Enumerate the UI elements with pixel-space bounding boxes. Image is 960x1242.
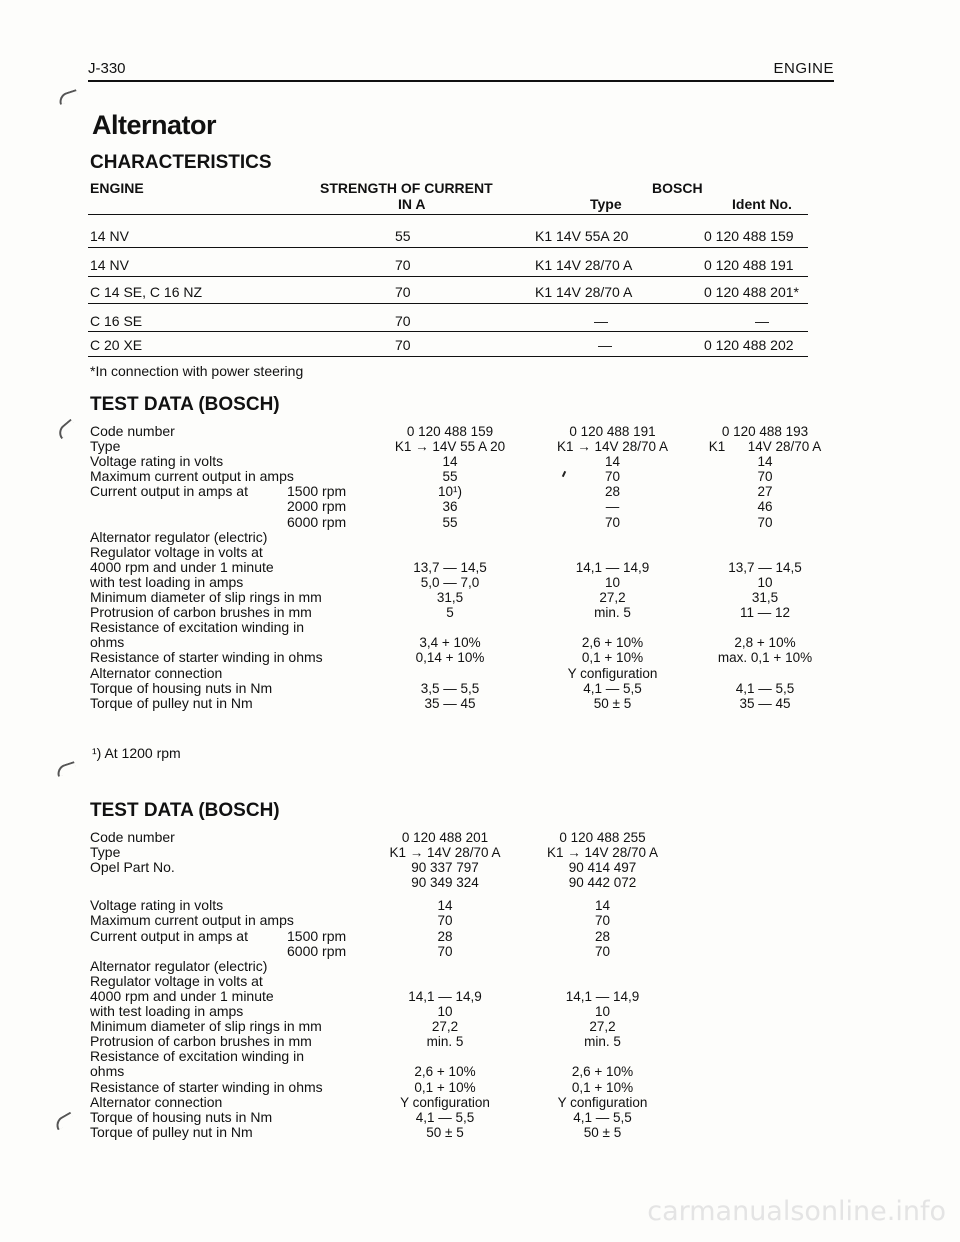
test-value: 36 (442, 499, 458, 515)
test-label: Current output in amps at (90, 927, 248, 944)
test-data-heading-2: TEST DATA (BOSCH) (90, 800, 280, 821)
test-label: Protrusion of carbon brushes in mm (90, 1033, 312, 1050)
test-value: 0,1 + 10% (414, 1079, 476, 1095)
test-value: min. 5 (594, 605, 631, 621)
row-current: 70 (395, 284, 411, 300)
row-engine: C 14 SE, C 16 NZ (90, 284, 203, 300)
test-label (90, 515, 400, 530)
test-label: Torque of housing nuts in Nm (90, 679, 273, 696)
test-value: K1 14V 28/70 A (708, 439, 822, 455)
row-engine: C 16 SE (90, 313, 143, 329)
test-value: Y configuration (567, 665, 658, 681)
test-value: 10 (437, 1004, 453, 1020)
test-label: Alternator regulator (electric) (90, 528, 268, 545)
test-value: K1 → 14V 28/70 A (556, 439, 669, 455)
test-value (520, 1049, 685, 1064)
test-value: 55 (442, 469, 458, 485)
test-label: Code number (90, 829, 175, 845)
test-value: 10¹) (437, 484, 462, 500)
row-ident: 0 120 488 201* (704, 284, 799, 300)
test-value: 0 120 488 159 (406, 424, 494, 439)
test-value: 90 442 072 (568, 875, 637, 891)
test-value (365, 959, 525, 974)
header-rule (88, 80, 834, 82)
row-ident: 0 120 488 159 (704, 228, 794, 244)
test-label: with test loading in amps (90, 573, 244, 590)
table-rule (88, 303, 808, 304)
test-value: 0 120 488 255 (559, 830, 646, 845)
row-ident: 0 120 488 191 (704, 257, 794, 273)
test-label (90, 944, 400, 959)
test-value: 2,6 + 10% (414, 1064, 476, 1080)
test-value: 31,5 (751, 590, 779, 606)
test-data-1-col2 (530, 424, 695, 711)
test-label: Maximum current output in amps (90, 468, 294, 485)
table-rule (88, 276, 808, 277)
rpm-label: 1500 rpm (287, 483, 347, 500)
rpm-label: 6000 rpm (287, 513, 347, 530)
test-data-2-labels (90, 830, 400, 1140)
row-engine: C 20 XE (90, 337, 143, 353)
test-value: Y configuration (557, 1094, 648, 1110)
row-type: K1 14V 28/70 A (535, 257, 633, 273)
col-bosch: BOSCH (652, 180, 703, 196)
test-label: Protrusion of carbon brushes in mm (90, 604, 312, 621)
test-value: 27 (757, 484, 773, 500)
test-label: Current output in amps at (90, 483, 248, 500)
test-label: Voltage rating in volts (90, 897, 224, 914)
test-label (90, 875, 400, 890)
page-title: Alternator (92, 110, 217, 140)
test-value: 27,2 (431, 1019, 459, 1035)
test-value: 14 (594, 898, 611, 914)
row-ident: — (755, 313, 769, 329)
test-value (370, 666, 530, 681)
test-data-1-labels (90, 424, 400, 711)
test-value (370, 545, 530, 560)
test-value: K1 → 14V 28/70 A (389, 845, 501, 861)
test-value: 0 120 488 193 (721, 424, 809, 439)
test-value: 4,1 — 5,5 (583, 680, 642, 696)
test-value (690, 530, 840, 545)
row-current: 70 (395, 313, 411, 329)
test-value: 46 (757, 499, 773, 515)
test-data-2-col2 (520, 830, 685, 1140)
test-value: 0,14 + 10% (415, 650, 485, 666)
test-value: — (605, 499, 620, 515)
row-type: K1 14V 28/70 A (535, 284, 633, 300)
test-value: K1 → 14V 28/70 A (546, 845, 659, 861)
test-value (370, 620, 530, 635)
test-value: 90 337 797 (411, 860, 479, 876)
test-value: 10 (757, 574, 773, 590)
test-value: 4,1 — 5,5 (573, 1109, 632, 1125)
test-label: Minimum diameter of slip rings in mm (90, 1018, 322, 1035)
test-value: 27,2 (599, 590, 626, 606)
section-title: ENGINE (773, 60, 834, 77)
row-ident: 0 120 488 202 (704, 337, 794, 353)
table-rule (88, 247, 808, 248)
test-value (530, 545, 695, 560)
margin-mark (53, 1112, 75, 1131)
row-type: — (598, 337, 612, 353)
test-label: Torque of pulley nut in Nm (90, 694, 253, 711)
test-label: Resistance of starter winding in ohms (90, 1078, 323, 1095)
test-value: 70 (437, 943, 453, 959)
test-data-1-footnote: ¹) At 1200 rpm (92, 745, 181, 761)
test-value: 50 ± 5 (426, 1124, 464, 1140)
test-value (365, 1049, 525, 1064)
test-label: ohms (90, 634, 125, 651)
test-value: 0 120 488 191 (569, 424, 656, 439)
row-current: 70 (395, 337, 411, 353)
test-value: 10 (594, 1004, 611, 1020)
test-value: 70 (757, 469, 773, 485)
test-value: 14 (604, 454, 621, 470)
test-label: Torque of housing nuts in Nm (90, 1108, 273, 1125)
test-label: 4000 rpm and under 1 minute (90, 558, 274, 575)
test-value (370, 530, 530, 545)
test-label: Regulator voltage in volts at (90, 972, 263, 989)
test-value: 27,2 (589, 1019, 616, 1035)
test-value: 70 (604, 514, 621, 530)
test-value: 31,5 (436, 590, 464, 606)
row-engine: 14 NV (90, 228, 129, 244)
test-value: 35 — 45 (739, 695, 791, 711)
col-strength: STRENGTH OF CURRENT (320, 180, 493, 196)
table-rule (88, 331, 808, 332)
row-engine: 14 NV (90, 257, 129, 273)
test-label: Opel Part No. (90, 859, 175, 876)
test-value: 50 ± 5 (593, 695, 632, 711)
test-value: 14 (442, 454, 458, 470)
col-engine: ENGINE (90, 180, 144, 196)
test-value: 90 414 497 (568, 860, 637, 876)
test-value: 70 (594, 913, 611, 929)
test-label: Alternator connection (90, 1093, 223, 1110)
test-value: 11 — 12 (739, 605, 791, 621)
test-data-2-rpm (287, 929, 346, 959)
test-label: Alternator connection (90, 664, 223, 681)
test-label: Code number (90, 423, 175, 439)
test-value: 3,5 — 5,5 (420, 680, 480, 696)
test-data-1-rpm (287, 484, 346, 529)
rpm-label: 1500 rpm (287, 927, 347, 944)
test-value (520, 974, 685, 989)
test-value: 13,7 — 14,5 (413, 559, 487, 575)
test-value: 28 (437, 928, 453, 944)
test-value: min. 5 (584, 1034, 621, 1050)
test-label: Torque of pulley nut in Nm (90, 1123, 253, 1140)
test-label: Alternator regulator (electric) (90, 957, 268, 974)
test-value: 14 (757, 454, 773, 470)
test-value: 90 349 324 (411, 875, 479, 891)
col-strength-unit: IN A (398, 196, 426, 212)
test-value: 14 (437, 898, 453, 914)
test-value: 0,1 + 10% (581, 650, 644, 666)
test-value: 5,0 — 7,0 (420, 574, 480, 590)
test-value: 14,1 — 14,9 (575, 559, 650, 575)
test-label: Resistance of excitation winding in (90, 619, 305, 636)
test-value: 28 (594, 928, 611, 944)
test-value (520, 959, 685, 974)
test-label: Minimum diameter of slip rings in mm (90, 589, 322, 606)
test-value: 55 (442, 514, 458, 530)
test-label: Resistance of starter winding in ohms (90, 649, 323, 666)
test-label: Type (90, 844, 121, 861)
row-type: — (594, 313, 608, 329)
rpm-label: 6000 rpm (287, 942, 347, 959)
test-data-1-col3 (690, 424, 840, 711)
test-value: 50 ± 5 (583, 1124, 622, 1140)
test-value: 0,1 + 10% (571, 1079, 634, 1095)
test-value: 70 (604, 469, 621, 485)
test-label: with test loading in amps (90, 1003, 244, 1020)
col-ident: Ident No. (732, 196, 792, 212)
test-value (365, 974, 525, 989)
row-type: K1 14V 55A 20 (535, 228, 629, 244)
row-current: 70 (395, 257, 411, 273)
margin-mark (57, 89, 79, 105)
test-label: Type (90, 438, 121, 455)
page-number: J-330 (88, 60, 126, 77)
test-value (690, 545, 840, 560)
test-value: 13,7 — 14,5 (728, 559, 802, 575)
test-label: 4000 rpm and under 1 minute (90, 987, 274, 1004)
test-label: ohms (90, 1063, 125, 1080)
col-type: Type (590, 196, 622, 212)
watermark: carmanualsonline.info (647, 1196, 946, 1227)
table-rule (88, 356, 808, 357)
test-value: 70 (594, 943, 611, 959)
table-rule (88, 214, 808, 215)
test-value: 28 (604, 484, 621, 500)
test-value: 5 (446, 605, 454, 621)
test-value (690, 620, 840, 635)
row-current: 55 (395, 228, 411, 244)
test-value: K1 → 14V 55 A 20 (394, 439, 506, 455)
test-value: Y configuration (400, 1094, 490, 1110)
test-value: 4,1 — 5,5 (415, 1109, 475, 1125)
test-value: min. 5 (426, 1034, 464, 1050)
margin-mark (55, 419, 77, 440)
test-value: 70 (757, 514, 773, 530)
test-value (530, 530, 695, 545)
test-value: 3,4 + 10% (419, 635, 481, 651)
test-value: 0 120 488 201 (401, 830, 489, 845)
test-label (90, 499, 400, 514)
rpm-label: 2000 rpm (287, 498, 347, 515)
test-value: 4,1 — 5,5 (735, 680, 795, 696)
test-value: 14,1 — 14,9 (565, 988, 640, 1004)
test-data-2-col1 (365, 830, 525, 1140)
characteristics-heading: CHARACTERISTICS (90, 152, 272, 173)
test-value: 10 (604, 574, 621, 590)
characteristics-footnote: *In connection with power steering (90, 363, 304, 379)
test-data-heading-1: TEST DATA (BOSCH) (90, 394, 280, 415)
margin-mark (55, 761, 77, 777)
test-value (530, 620, 695, 635)
test-value: 14,1 — 14,9 (408, 988, 482, 1004)
test-value (690, 666, 840, 681)
test-value: max. 0,1 + 10% (717, 650, 813, 666)
test-label: Voltage rating in volts (90, 453, 224, 470)
test-value: 2,6 + 10% (581, 635, 644, 651)
test-data-1-col1 (370, 424, 530, 711)
test-value: 35 — 45 (424, 695, 476, 711)
test-label: Resistance of excitation winding in (90, 1048, 305, 1065)
test-value: 2,6 + 10% (571, 1064, 634, 1080)
test-label: Maximum current output in amps (90, 912, 294, 929)
test-label: Regulator voltage in volts at (90, 543, 263, 560)
test-value: 70 (437, 913, 453, 929)
test-value: 2,8 + 10% (734, 635, 796, 651)
